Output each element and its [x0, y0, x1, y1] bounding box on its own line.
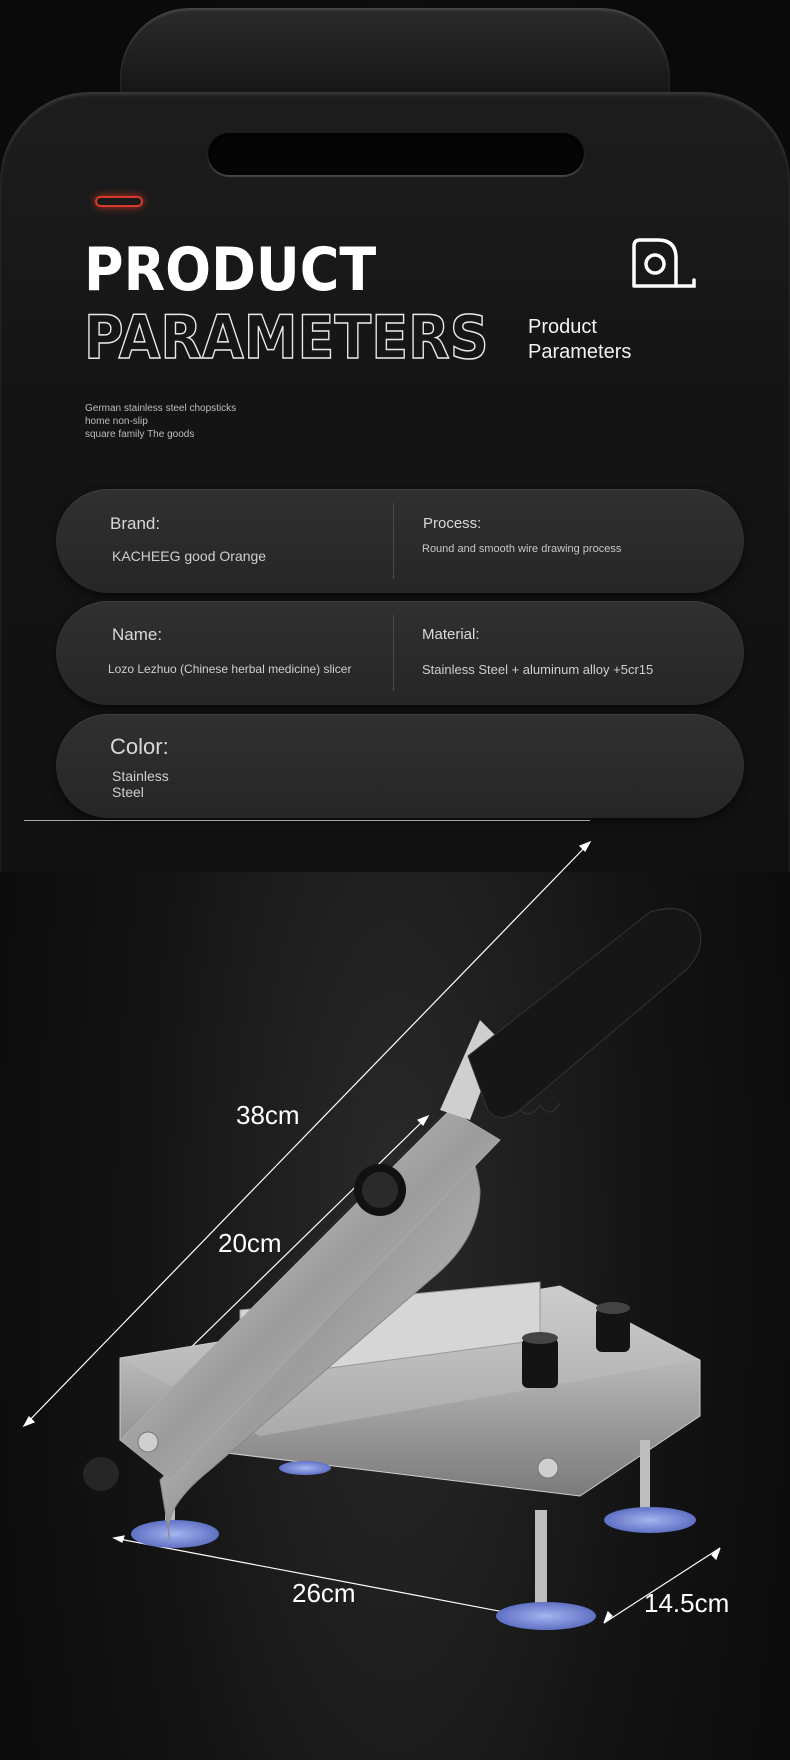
name-label: Name: — [112, 625, 163, 644]
color-value-line: Steel — [112, 784, 144, 800]
param-card-brand-process — [56, 489, 744, 593]
material-label: Material: — [422, 626, 480, 643]
dimension-20cm: 20cm — [218, 1228, 282, 1258]
subtitle-line: square family The goods — [85, 429, 195, 440]
process-label: Process: — [423, 515, 482, 532]
card-divider — [393, 615, 394, 691]
subtitle-text — [85, 402, 285, 441]
dimension-14-5cm: 14.5cm — [644, 1588, 730, 1618]
param-card-color — [56, 714, 744, 818]
slicer-illustration — [0, 820, 790, 1680]
subtitle-line: German stainless steel chopsticks — [85, 403, 237, 414]
dimension-26cm: 26cm — [292, 1578, 356, 1608]
english-heading — [528, 315, 688, 365]
process-value: Round and smooth wire drawing process — [422, 543, 622, 555]
material-value: Stainless Steel + aluminum alloy +5cr15 — [422, 662, 654, 677]
dimension-38cm: 38cm — [236, 1100, 300, 1130]
red-indicator-light — [95, 196, 143, 207]
en-heading-line: Product — [528, 316, 597, 338]
en-heading-line: Parameters — [528, 341, 632, 363]
card-divider — [393, 503, 394, 579]
subtitle-line: home non-slip — [85, 416, 148, 427]
title-product: PRODUCT — [84, 235, 377, 305]
color-value-line: Stainless — [112, 768, 169, 784]
name-value: Lozo Lezhuo (Chinese herbal medicine) slicer — [108, 662, 352, 676]
color-label: Color: — [110, 734, 169, 759]
param-card-name-material — [56, 601, 744, 705]
color-value — [112, 768, 169, 800]
title-parameters-outline: PARAMETERS — [84, 303, 489, 373]
brand-label: Brand: — [110, 514, 161, 533]
tape-measure-icon — [628, 236, 698, 292]
device-slot — [208, 133, 584, 175]
brand-value: KACHEEG good Orange — [112, 548, 267, 564]
